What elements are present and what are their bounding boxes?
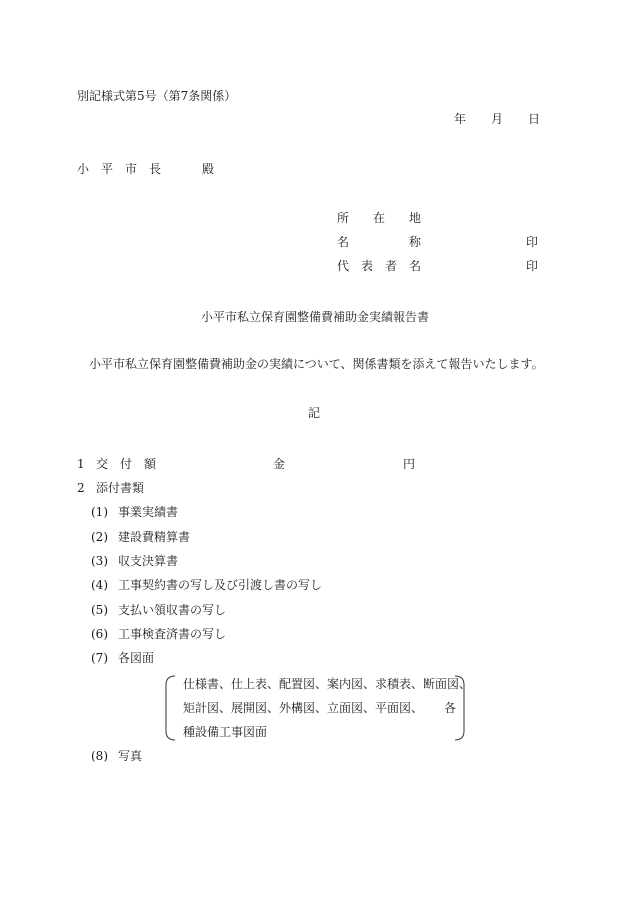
attachment-number: (1) bbox=[91, 505, 108, 519]
date-month: 月 bbox=[491, 112, 504, 126]
honorific-dono: 殿 bbox=[202, 162, 215, 176]
date-year: 年 bbox=[454, 112, 467, 126]
drawings-line-2: 矩計図、展開図、外構図、立面図、平面図、 bbox=[183, 701, 424, 715]
date-day: 日 bbox=[528, 112, 541, 126]
attachment-number: (4) bbox=[91, 578, 108, 592]
form-number: 別記様式第5号（第7条関係） bbox=[77, 89, 237, 103]
attachment-number: (8) bbox=[91, 749, 108, 763]
attachment-text: 写真 bbox=[118, 749, 143, 763]
name-seal: 印 bbox=[526, 235, 539, 249]
attachment-text: 建設費精算書 bbox=[118, 530, 191, 544]
document-title: 小平市私立保育園整備費補助金実績報告書 bbox=[201, 310, 430, 324]
item2-label: 添付書類 bbox=[96, 481, 145, 495]
item1-number: 1 bbox=[77, 457, 85, 471]
mayor-addressee: 小 平 市 長 bbox=[77, 162, 162, 176]
drawings-line-1: 仕様書、仕上表、配置図、案内図、求積表、断面図、 bbox=[183, 677, 472, 691]
attachment-text: 各図面 bbox=[118, 651, 155, 665]
attachment-number: (2) bbox=[91, 530, 108, 544]
name-label: 名 称 bbox=[337, 235, 422, 249]
body-text: 小平市私立保育園整備費補助金の実績について、関係書類を添えて報告いたします。 bbox=[89, 357, 544, 371]
attachment-number: (6) bbox=[91, 627, 108, 641]
attachment-text: 収支決算書 bbox=[118, 554, 179, 568]
item1-yen: 円 bbox=[403, 457, 416, 471]
representative-label: 代 表 者 名 bbox=[337, 259, 422, 273]
item2-number: 2 bbox=[77, 481, 85, 495]
attachment-text: 事業実績書 bbox=[118, 505, 179, 519]
left-bracket bbox=[163, 675, 177, 741]
ki-heading: 記 bbox=[308, 406, 321, 420]
item1-kin: 金 bbox=[273, 457, 286, 471]
attachment-number: (5) bbox=[91, 603, 108, 617]
drawings-line-3: 種設備工事図面 bbox=[183, 725, 268, 739]
representative-seal: 印 bbox=[526, 259, 539, 273]
drawings-line-2-end: 各 bbox=[444, 701, 457, 715]
attachment-text: 工事検査済書の写し bbox=[118, 627, 227, 641]
attachment-number: (3) bbox=[91, 554, 108, 568]
item1-label: 交 付 額 bbox=[96, 457, 157, 471]
attachment-text: 支払い領収書の写し bbox=[118, 603, 227, 617]
address-label: 所 在 地 bbox=[337, 211, 422, 225]
attachment-number: (7) bbox=[91, 651, 108, 665]
attachment-text: 工事契約書の写し及び引渡し書の写し bbox=[118, 578, 323, 592]
